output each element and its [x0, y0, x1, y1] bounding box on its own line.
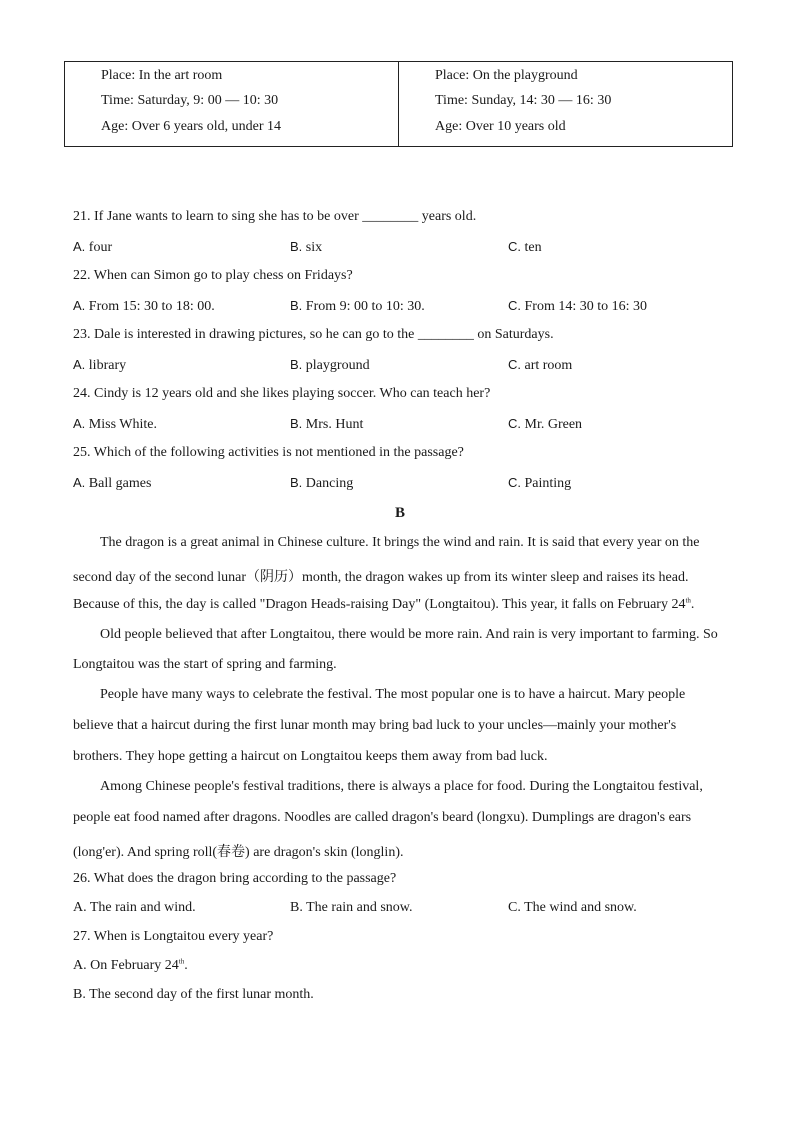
place-text: Place: In the art room: [101, 68, 223, 83]
question-26: 26. What does the dragon bring according to the passage?: [73, 871, 397, 886]
passage-p1-line3: Because of this, the day is called "Dragon Heads-raising Day" (Longtaitou). This year, it falls on February 24th.: [73, 596, 695, 612]
option-22-a: A. From 15: 30 to 18: 00.: [73, 298, 215, 314]
event-info-table: [64, 61, 733, 147]
info-cell-playground: [398, 62, 732, 146]
option-24-a: A. Miss White.: [73, 416, 157, 432]
info-cell-art-room: [65, 62, 398, 146]
passage-p3-line3: brothers. They hope getting a haircut on Longtaitou keeps them away from bad luck.: [73, 749, 548, 764]
option-24-c: C. Mr. Green: [508, 416, 583, 432]
option-21-a: A. four: [73, 239, 113, 255]
question-21: 21. If Jane wants to learn to sing she has to be over ________ years old.: [73, 209, 477, 224]
passage-p3-line2: believe that a haircut during the first lunar month may bring bad luck to your uncles—mainly your mother's: [73, 718, 677, 733]
option-26-a: A. The rain and wind.: [73, 900, 196, 915]
option-21-b: B. six: [290, 239, 323, 255]
question-27: 27. When is Longtaitou every year?: [73, 929, 274, 944]
question-22: 22. When can Simon go to play chess on Fridays?: [73, 268, 353, 283]
passage-p1-line1: The dragon is a great animal in Chinese culture. It brings the wind and rain. It is said that every year on the: [100, 535, 700, 550]
passage-p4-line1: Among Chinese people's festival traditions, there is always a place for food. During the Longtaitou festival,: [100, 779, 703, 794]
section-b-heading: B: [394, 505, 405, 521]
age-text: Age: Over 10 years old: [435, 119, 566, 134]
question-23: 23. Dale is interested in drawing pictures, so he can go to the ________ on Saturdays.: [73, 327, 554, 342]
option-22-c: C. From 14: 30 to 16: 30: [508, 298, 648, 314]
passage-p3-line1: People have many ways to celebrate the festival. The most popular one is to have a haircut. Mary people: [100, 687, 686, 702]
option-23-a: A. library: [73, 357, 127, 373]
question-24: 24. Cindy is 12 years old and she likes playing soccer. Who can teach her?: [73, 386, 491, 401]
passage-p2-line1: Old people believed that after Longtaitou, there would be more rain. And rain is very important to farming. So: [100, 627, 718, 642]
option-25-b: B. Dancing: [290, 475, 354, 491]
passage-p1-line2: second day of the second lunar（阴历）month, the dragon wakes up from its winter sleep and raises its head.: [73, 570, 689, 585]
option-21-c: C. ten: [508, 239, 542, 255]
option-23-b: B. playground: [290, 357, 370, 373]
option-25-c: C. Painting: [508, 475, 572, 491]
passage-p4-line3: (long'er). And spring roll(春卷) are dragon's skin (longlin).: [73, 845, 404, 860]
passage-p2-line2: Longtaitou was the start of spring and farming.: [73, 657, 337, 672]
option-25-a: A. Ball games: [73, 475, 152, 491]
option-27-a: A. On February 24th.: [73, 957, 188, 973]
option-23-c: C. art room: [508, 357, 573, 373]
option-22-b: B. From 9: 00 to 10: 30.: [290, 298, 425, 314]
question-25: 25. Which of the following activities is not mentioned in the passage?: [73, 445, 464, 460]
option-26-c: C. The wind and snow.: [508, 900, 637, 915]
time-text: Time: Sunday, 14: 30 — 16: 30: [435, 93, 612, 108]
option-26-b: B. The rain and snow.: [290, 900, 413, 915]
option-27-b: B. The second day of the first lunar month.: [73, 987, 314, 1002]
place-text: Place: On the playground: [435, 68, 578, 83]
time-text: Time: Saturday, 9: 00 — 10: 30: [101, 93, 279, 108]
age-text: Age: Over 6 years old, under 14: [101, 119, 282, 134]
option-24-b: B. Mrs. Hunt: [290, 416, 364, 432]
passage-p4-line2: people eat food named after dragons. Noodles are called dragon's beard (longxu). Dumplings are dragon's ears: [73, 810, 692, 825]
